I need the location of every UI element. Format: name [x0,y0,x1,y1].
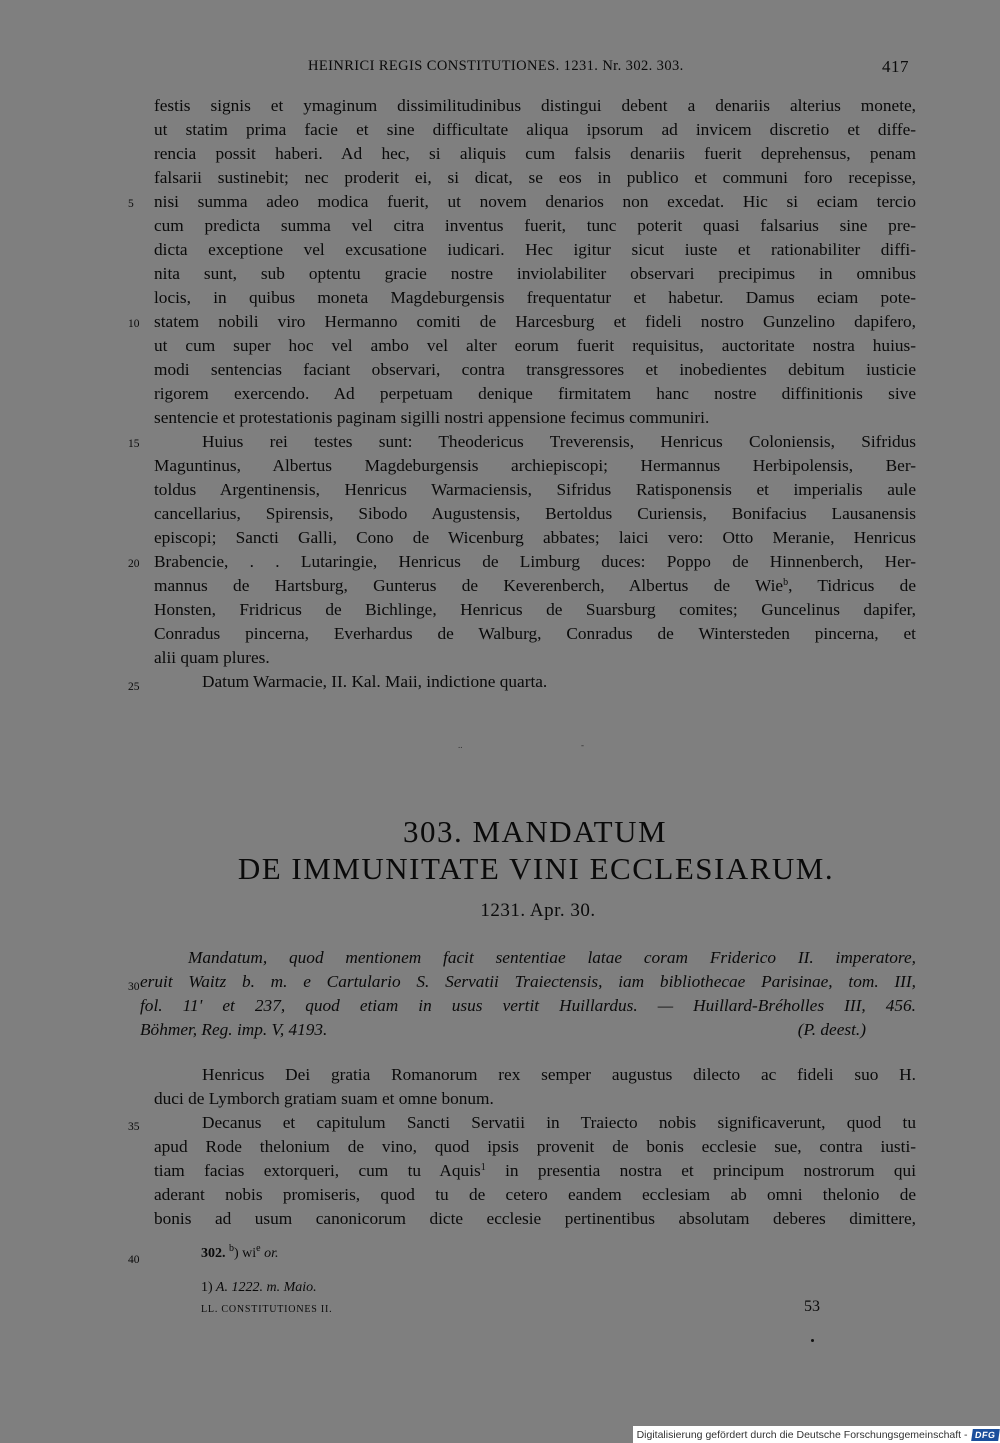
page-number: 417 [882,57,909,76]
datum-line: Datum Warmacie, II. Kal. Maii, indictione quarta. [202,672,548,691]
text-line: nisi summa adeo modica fuerit, ut novem denarios non excedat. Hic si eciam tercio [154,192,916,211]
intro-line-text: Böhmer, Reg. imp. V, 4193. [140,1020,328,1039]
witness-line-text: mannus de Hartsburg, Gunterus de Keverenberch, Albertus de Wie [154,576,784,595]
text-line-tail: in presentia nostra et principum nostrorum qui [485,1161,916,1180]
line-number: 40 [128,1254,140,1266]
text-line: Henricus Dei gratia Romanorum rex semper augustus dilecto ac fideli suo H. [202,1065,916,1084]
line-number: 20 [128,558,140,570]
footnote-ref-b: b [783,577,789,588]
text-line: Decanus et capitulum Sancti Servatii in Traiecto nobis significaverunt, quod tu [202,1113,916,1132]
footnote-1-number: 1) [201,1280,213,1295]
line-number: 15 [128,438,140,450]
intro-line [140,1018,916,1042]
doc303-heading-number: 303. MANDATUM [402,814,668,849]
variant-or: or. [260,1246,279,1261]
text-line: duci de Lymborch gratiam suam et omne bonum. [154,1089,494,1108]
text-line: locis, in quibus moneta Magdeburgensis frequentatur et habetur. Damus eciam pote- [154,288,916,307]
dfg-logo-icon: DFG [971,1429,999,1441]
variant-sup: b [229,1243,234,1254]
line-number: 25 [128,681,140,693]
witness-line [154,574,916,598]
text-line: rigorem exercendo. Ad perpetuam denique firmitatem hanc nostre diffinitionis sive [154,384,916,403]
witness-line: Maguntinus, Albertus Magdeburgensis archiepiscopi; Hermannus Herbipolensis, Ber- [154,456,916,475]
witness-line: Conradus pincerna, Everhardus de Walburg, Conradus de Wintersteden pincerna, et [154,624,916,643]
intro-line: eruit Waitz b. m. e Cartulario S. Servatii Traiectensis, iam bibliothecae Parisinae, tom. III, [140,972,916,991]
text-line: sentencie et protestationis paginam sigilli nostri appensione fecimus communiri. [154,408,710,427]
line-number: 5 [128,198,134,210]
line-number: 10 [128,318,140,330]
sheet-number: 53 [804,1298,820,1315]
footnote-1-text: A. 1222. m. Maio. [212,1280,317,1295]
printer-dot [811,1339,814,1342]
text-line: bonis ad usum canonicorum dicte ecclesie pertinentibus absolutam deberes dimittere, [154,1209,916,1228]
witness-line-tail: , Tidricus de [788,576,916,595]
text-line: falsarii sustinebit; nec proderit ei, si dicat, se eos in publico et communi foro recepisse, [154,168,916,187]
text-line: apud Rode thelonium de vino, quod ipsis provenit de bonis ecclesie sue, contra iusti- [154,1137,916,1156]
variant-mark: e [256,1243,261,1254]
footnote-ref-1: 1 [480,1162,486,1173]
intro-line: Mandatum, quod mentionem facit sententiae latae coram Friderico II. imperatore, [188,948,916,967]
text-line: cum predicta summa vel citra inventus fuerit, tunc poterit quasi falsarius sine pre- [154,216,916,235]
witness-line: episcopi; Sancti Galli, Cono de Wicenburg abbates; laici vero: Otto Meranie, Henricus [154,528,916,547]
variant-footnote [201,1243,279,1262]
separator-mark: .. [458,740,463,750]
text-line: statem nobili viro Hermanno comiti de Harcesburg et fideli nostro Gunzelino dapifero, [154,312,916,331]
variant-text: ) wi [234,1246,257,1261]
separator-mark: - [581,740,584,750]
text-line: modi sentencias faciant observari, contra transgressores et inobedientes debitum iusticie [154,360,916,379]
text-line-start: tiam facias extorqueri, cum tu Aquis [154,1161,481,1180]
witness-line: cancellarius, Spirensis, Sibodo Augustensis, Bertoldus Curiensis, Bonifacius Lausanensis [154,504,916,523]
text-line: rencia possit haberi. Ad hec, si aliquis cum falsis denariis fuerit deprehensus, penam [154,144,916,163]
text-line: nita sunt, sub optentu gracie nostre inviolabiliter observari precipimus in omnibus [154,264,916,283]
text-line: dicta exceptione vel excusatione iudicari. Hec igitur sicut iuste et rationabiliter diffi- [154,240,916,259]
intro-line: fol. 11' et 237, quod etiam in usus vertit Huillardus. — Huillard-Bréholles III, 456. [140,996,916,1015]
dfg-credit-text: Digitalisierung gefördert durch die Deutsche Forschungsgemeinschaft - [636,1428,968,1441]
witness-line: Honsten, Fridricus de Bichlinge, Henricus de Suarsburg comites; Guncelinus dapifer, [154,600,916,619]
doc303-date: 1231. Apr. 30. [480,900,596,921]
text-line: aderant nobis promiseris, quod tu de cetero eandem ecclesiam ab omni thelonio de [154,1185,916,1204]
text-line: ut cum super hoc vel ambo vel alter eorum fuerit requisitus, auctoritate nostra huius- [154,336,916,355]
running-title: HEINRICI REGIS CONSTITUTIONES. 1231. Nr. 302. 303. [308,58,684,74]
running-head [0,58,1000,82]
witness-line: Brabencie, . . Lutaringie, Henricus de Limburg duces: Poppo de Hinnenberch, Her- [154,552,916,571]
doc303-heading-title: DE IMMUNITATE VINI ECCLESIARUM. [237,851,835,886]
witness-line: alii quam plures. [154,648,270,667]
dfg-credit-bar [633,1426,1000,1443]
line-number: 35 [128,1121,140,1133]
signature-line: LL. CONSTITUTIONES II. [201,1304,333,1315]
text-line: festis signis et ymaginum dissimilitudinibus distingui debent a denariis alterius monete, [154,96,916,115]
line-number: 30 [128,981,140,993]
intro-siglum: (P. deest.) [797,1020,866,1039]
witness-line: toldus Argentinensis, Henricus Warmaciensis, Sifridus Ratisponensis et imperialis aule [154,480,916,499]
footnote-1 [201,1280,317,1296]
witness-line: Huius rei testes sunt: Theodericus Treverensis, Henricus Coloniensis, Sifridus [202,432,916,451]
text-line: ut statim prima facie et sine difficultate aliqua ipsorum ad invicem discretio et diffe- [154,120,916,139]
text-line [154,1159,916,1183]
variant-label: 302. [201,1246,226,1261]
